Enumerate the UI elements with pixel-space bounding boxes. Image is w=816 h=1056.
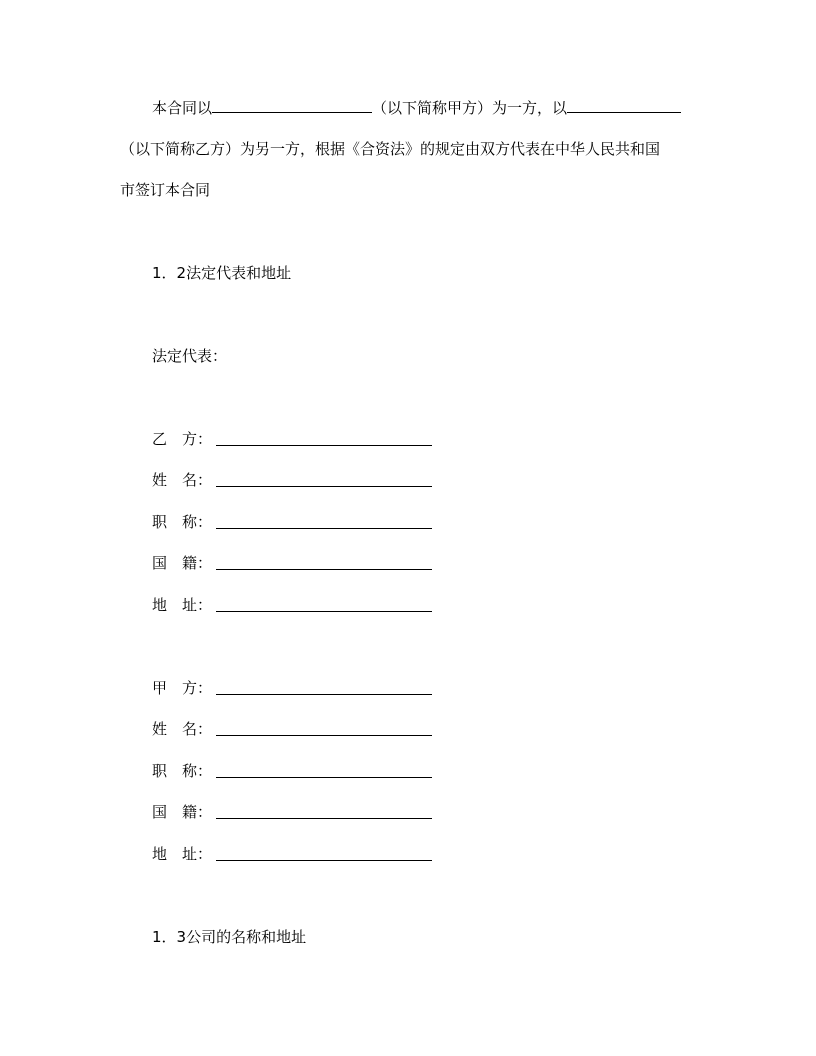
party-b-name-label: 姓 名：: [152, 471, 213, 489]
party-b-party-row: [152, 429, 216, 449]
party-b-address-label: 地 址：: [152, 596, 213, 614]
party-a-name-row: [152, 719, 216, 739]
intro-line-3: 市签订本合同: [120, 181, 211, 199]
party-a-party-row: [152, 678, 216, 698]
party-a-title-row: [152, 761, 216, 781]
party-a-name-label: 姓 名：: [152, 720, 213, 738]
party-b-name-row: [152, 470, 216, 490]
party-a-title-label: 职 称：: [152, 762, 213, 780]
party-b-title-label: 职 称：: [152, 513, 213, 531]
party-b-nationality-field[interactable]: [216, 569, 432, 570]
party-b-blank[interactable]: [567, 96, 681, 113]
party-a-nationality-field[interactable]: [216, 818, 432, 819]
party-a-party-label: 甲 方：: [152, 679, 213, 697]
party-a-title-field[interactable]: [216, 777, 432, 778]
party-b-party-field[interactable]: [216, 445, 432, 446]
party-b-address-field[interactable]: [216, 611, 432, 612]
party-b-address-row: [152, 595, 216, 615]
party-a-nationality-row: [152, 802, 216, 822]
party-b-nationality-label: 国 籍：: [152, 554, 213, 572]
party-a-address-label: 地 址：: [152, 845, 213, 863]
legal-rep-label: 法定代表：: [152, 347, 228, 365]
party-b-title-field[interactable]: [216, 528, 432, 529]
party-a-party-field[interactable]: [216, 694, 432, 695]
intro-line-2: （以下简称乙方）为另一方，根据《合资法》的规定由双方代表在中华人民共和国: [120, 140, 661, 158]
intro-text-1b: （以下简称甲方）为一方，以: [372, 99, 568, 117]
party-b-party-label: 乙 方：: [152, 430, 213, 448]
section-heading-1-3: 1．3公司的名称和地址: [152, 928, 307, 946]
party-a-address-field[interactable]: [216, 860, 432, 861]
party-b-nationality-row: [152, 553, 216, 573]
intro-line-1: [152, 96, 681, 118]
party-a-nationality-label: 国 籍：: [152, 803, 213, 821]
party-a-blank[interactable]: [212, 96, 372, 113]
party-b-name-field[interactable]: [216, 486, 432, 487]
intro-text-1a: 本合同以: [152, 99, 213, 117]
section-heading-1-2: 1．2法定代表和地址: [152, 264, 292, 282]
party-b-title-row: [152, 512, 216, 532]
party-a-name-field[interactable]: [216, 735, 432, 736]
party-a-address-row: [152, 844, 216, 864]
